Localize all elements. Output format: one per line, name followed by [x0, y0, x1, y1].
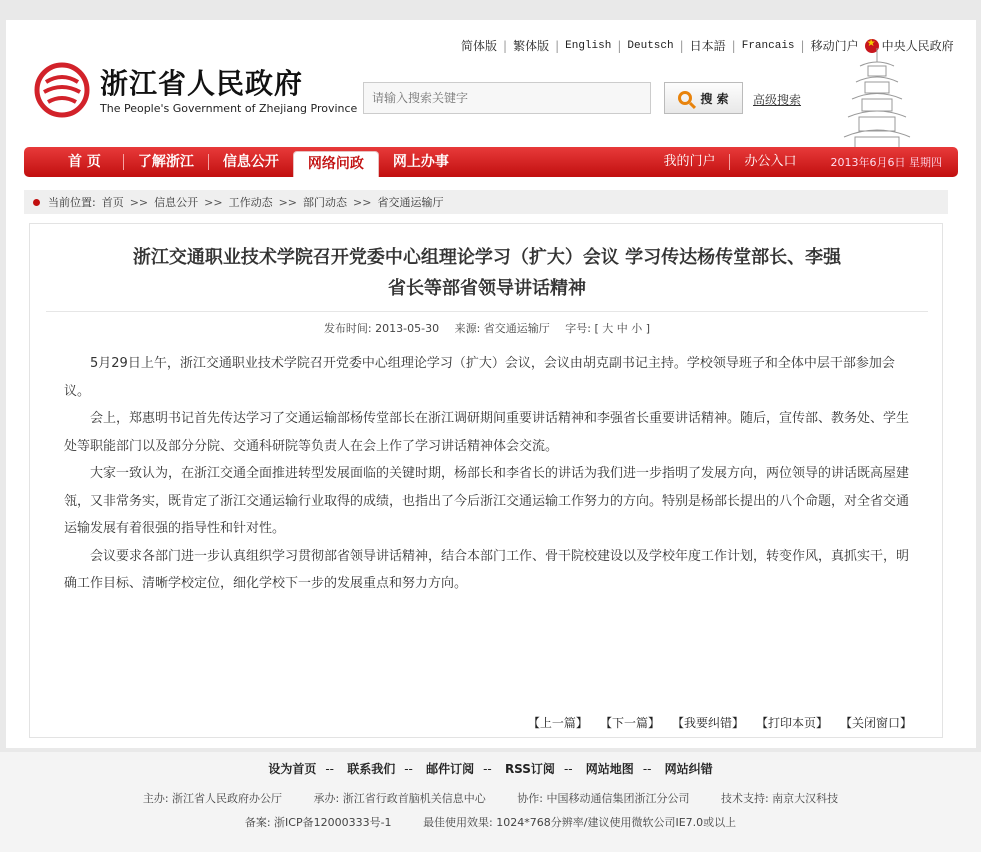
publish-time: 发布时间: 2013-05-30 [323, 322, 440, 335]
footer-organizer: 承办: 浙江省行政首脑机关信息中心 [313, 792, 486, 805]
article-meta [46, 311, 928, 336]
email-subscribe-link[interactable]: 邮件订阅 [426, 762, 475, 776]
divider: -- [325, 762, 334, 776]
breadcrumb-separator-icon: >> [353, 195, 372, 209]
sitemap-link[interactable]: 网站地图 [585, 762, 634, 776]
search-box [363, 82, 651, 114]
breadcrumb-label: 当前位置: [48, 196, 96, 209]
article-title-line: 省长等部省领导讲话精神 [388, 278, 586, 299]
breadcrumb [24, 190, 948, 214]
article-source: 来源: 省交通运输厅 [454, 322, 550, 335]
article-panel [29, 223, 943, 738]
rss-subscribe-link[interactable]: RSS订阅 [504, 762, 555, 776]
breadcrumb-separator-icon: >> [204, 195, 223, 209]
search-input[interactable] [364, 83, 650, 113]
divider: | [731, 38, 736, 53]
zhejiang-logo-icon [32, 60, 92, 120]
footer-partner: 协作: 中国移动通信集团浙江分公司 [517, 792, 690, 805]
search-button[interactable] [664, 82, 743, 114]
mobile-portal-link[interactable]: 移动门户 [810, 39, 859, 53]
logo-chinese-name: 浙江省人民政府 [100, 67, 304, 100]
footer-sponsor: 主办: 浙江省人民政府办公厅 [142, 792, 283, 805]
advanced-search-link[interactable]: 高级搜索 [753, 93, 802, 107]
logo-english-name: The People's Government of Zhejiang Province [100, 102, 358, 115]
breadcrumb-home[interactable]: 首页 [101, 196, 124, 209]
site-error-link[interactable]: 网站纠错 [664, 762, 713, 776]
divider: -- [642, 762, 652, 776]
footer-icp: 备案: 浙ICP备12000333号-1 [244, 816, 392, 829]
lang-japanese[interactable]: 日本語 [689, 39, 726, 53]
print-page-link[interactable]: 【打印本页】 [755, 716, 828, 730]
article-paragraph: 会议要求各部门进一步认真组织学习贯彻部省领导讲话精神，结合本部门工作、骨干院校建设以及学校年度工作计划，转变作风，真抓实干，明确工作目标、清晰学校定位，细化学校下一步的发展重点和努力方向。 [64, 548, 910, 591]
nav-about-zhejiang[interactable]: 了解浙江 [137, 154, 194, 170]
breadcrumb-info-disclosure[interactable]: 信息公开 [154, 196, 199, 209]
page-container [6, 20, 976, 748]
lang-simplified[interactable]: 简体版 [461, 39, 498, 53]
site-logo[interactable] [32, 60, 358, 120]
article-paragraph: 会上，郑惠明书记首先传达学习了交通运输部杨传堂部长在浙江调研期间重要讲话精神和李强省长重要讲话精神。随后，宣传部、教务处、学生处等职能部门以及部分分院、交通科研院等负责人在会上作了学习讲话精神体会交流。 [64, 411, 910, 454]
nav-right-group [649, 147, 958, 177]
breadcrumb-separator-icon: >> [129, 195, 149, 209]
font-size-switcher[interactable]: 字号: [ 大 中 小 ] [565, 322, 651, 335]
divider: | [617, 38, 622, 53]
article-body [64, 350, 914, 598]
nav-my-portal[interactable]: 我的门户 [663, 154, 716, 169]
divider: | [555, 38, 560, 53]
footer-tech-support: 技术支持: 南京大汉科技 [720, 792, 839, 805]
footer-record [0, 814, 981, 830]
nav-home[interactable]: 首 页 [68, 154, 101, 170]
report-error-link[interactable]: 【我要纠错】 [671, 716, 744, 730]
nav-online-services[interactable]: 网上办事 [392, 154, 449, 170]
lang-traditional[interactable]: 繁体版 [513, 39, 550, 53]
search-icon [678, 91, 692, 105]
next-article-link[interactable]: 【下一篇】 [599, 716, 660, 730]
divider: | [503, 38, 508, 53]
footer-best-view: 最佳使用效果: 1024*768分辨率/建议使用微软公司IE7.0或以上 [423, 816, 737, 829]
divider: -- [563, 762, 573, 776]
search-button-label: 搜 索 [700, 91, 729, 106]
breadcrumb-department-news[interactable]: 部门动态 [303, 196, 348, 209]
divider: | [800, 38, 805, 53]
nav-info-disclosure[interactable]: 信息公开 [222, 154, 279, 170]
lang-english[interactable]: English [565, 39, 612, 52]
article-paragraph: 5月29日上午，浙江交通职业技术学院召开党委中心组理论学习（扩大）会议，会议由胡克副书记主持。学校领导班子和全体中层干部参加会议。 [64, 356, 895, 399]
previous-article-link[interactable]: 【上一篇】 [527, 716, 588, 730]
lang-francais[interactable]: Francais [741, 39, 795, 52]
central-government-link[interactable]: 中央人民政府 [881, 39, 954, 53]
footer-credits [0, 790, 981, 806]
divider: -- [404, 762, 413, 776]
article-title-line: 浙江交通职业技术学院召开党委中心组理论学习（扩大）会议 学习传达杨传堂部长、李强 [132, 247, 842, 268]
nav-office-entrance[interactable]: 办公入口 [744, 154, 797, 169]
lang-deutsch[interactable]: Deutsch [627, 39, 674, 52]
divider: -- [483, 762, 492, 776]
divider: | [679, 38, 684, 53]
breadcrumb-work-news[interactable]: 工作动态 [228, 196, 273, 209]
contact-us-link[interactable]: 联系我们 [347, 762, 396, 776]
footer-links [0, 760, 981, 777]
bullet-icon [33, 199, 40, 206]
close-window-link[interactable]: 【关闭窗口】 [839, 716, 912, 730]
article-actions [516, 714, 912, 731]
current-date: 2013年6月6日 星期四 [830, 156, 942, 169]
article-paragraph: 大家一致认为，在浙江交通全面推进转型发展面临的关键时期，杨部长和李省长的讲话为我们进一步指明了发展方向，两位领导的讲话既高屋建瓴，又非常务实，既肯定了浙江交通运输行业取得的成绩，也指出了今后浙江交通运输工作努力的方向。特别是杨部长提出的八个命题，对全省交通运输发展有着很强的指导性和针对性。 [64, 466, 910, 536]
nav-online-inquiry[interactable]: 网络问政 [293, 151, 379, 177]
pagoda-illustration-icon [832, 48, 922, 148]
set-homepage-link[interactable]: 设为首页 [268, 762, 317, 776]
breadcrumb-transport-dept[interactable]: 省交通运输厅 [377, 196, 444, 209]
main-navigation [24, 147, 958, 177]
article-title [46, 242, 928, 304]
breadcrumb-separator-icon: >> [278, 195, 298, 209]
site-footer [0, 752, 981, 852]
